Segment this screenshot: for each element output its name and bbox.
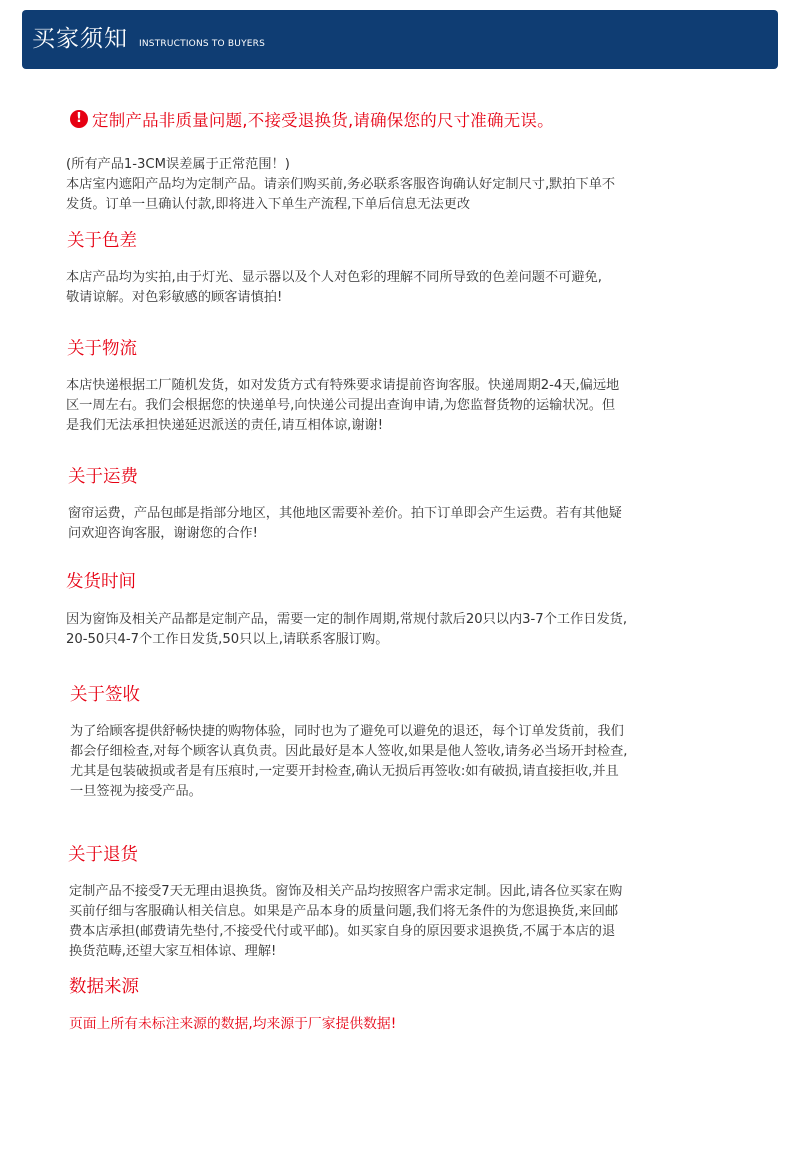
- section-title-color-difference: 关于色差: [67, 231, 137, 251]
- section-line: 为了给顾客提供舒畅快捷的购物体验，同时也为了避免可以避免的退还，每个订单发货前，我们: [70, 724, 624, 739]
- section-line: 尤其是包装破损或者是有压痕时,一定要开封检查,确认无损后再签收:如有破损,请直接拒收,并且: [70, 764, 619, 779]
- section-line: 问欢迎咨询客服，谢谢您的合作!: [68, 526, 258, 541]
- data-source-note: 页面上所有未标注来源的数据,均来源于厂家提供数据!: [69, 1016, 397, 1032]
- intro-line: 发货。订单一旦确认付款,即将进入下单生产流程,下单后信息无法更改: [66, 197, 471, 212]
- section-title-delivery-time: 发货时间: [66, 572, 136, 592]
- section-line: 是我们无法承担快递延迟派送的责任,请互相体谅,谢谢!: [66, 418, 383, 433]
- section-title-logistics: 关于物流: [67, 339, 137, 359]
- exclamation-icon: !: [70, 110, 88, 128]
- section-line: 20-50只4-7个工作日发货,50只以上,请联系客服订购。: [66, 632, 389, 647]
- section-body-delivery-time: [66, 610, 746, 650]
- section-title-signing: 关于签收: [70, 685, 140, 705]
- notice-text: 定制产品非质量问题,不接受退换货,请确保您的尺寸准确无误。: [92, 111, 554, 130]
- section-line: 都会仔细检查,对每个顾客认真负责。因此最好是本人签收,如果是他人签收,请务必当场开封检查,: [70, 744, 628, 759]
- section-title-data-source: 数据来源: [69, 977, 139, 997]
- section-line: 敬请谅解。对色彩敏感的顾客请慎拍!: [66, 290, 283, 305]
- section-body-signing: [70, 722, 750, 802]
- section-body-returns: [69, 882, 749, 962]
- page-title: 买家须知: [32, 26, 128, 52]
- intro-line: (所有产品1-3CM误差属于正常范围！): [66, 157, 290, 172]
- section-body-logistics: [66, 376, 746, 436]
- section-line: 本店快递根据工厂随机发货，如对发货方式有特殊要求请提前咨询客服。快递周期2-4天,偏远地: [66, 378, 620, 393]
- section-line: 区一周左右。我们会根据您的快递单号,向快递公司提出查询申请,为您监督货物的运输状况。但: [66, 398, 616, 413]
- section-line: 费本店承担(邮费请先垫付,不接受代付或平邮)。如买家自身的原因要求退换货,不属于本店的退: [69, 924, 616, 939]
- section-title-returns: 关于退货: [68, 845, 138, 865]
- section-line: 定制产品不接受7天无理由退换货。窗饰及相关产品均按照客户需求定制。因此,请各位买家在购: [69, 884, 623, 899]
- section-line: 本店产品均为实拍,由于灯光、显示器以及个人对色彩的理解不同所导致的色差问题不可避免,: [66, 270, 602, 285]
- intro-line: 本店室内遮阳产品均为定制产品。请亲们购买前,务必联系客服咨询确认好定制尺寸,默拍下单不: [66, 177, 616, 192]
- section-line: 因为窗饰及相关产品都是定制产品，需要一定的制作周期,常规付款后20只以内3-7个工作日发货,: [66, 612, 628, 627]
- section-line: 换货范畴,还望大家互相体谅、理解!: [69, 944, 277, 959]
- section-line: 窗帘运费，产品包邮是指部分地区，其他地区需要补差价。拍下订单即会产生运费。若有其他疑: [68, 506, 622, 521]
- header-banner: [22, 10, 778, 69]
- page-subtitle: INSTRUCTIONS TO BUYERS: [139, 39, 266, 49]
- section-body-color-difference: [66, 268, 746, 308]
- notice-line: [70, 106, 554, 132]
- section-body-shipping-fee: [68, 504, 748, 544]
- intro-paragraph: [66, 155, 746, 215]
- section-title-shipping-fee: 关于运费: [68, 467, 138, 487]
- section-line: 一旦签视为接受产品。: [70, 784, 202, 799]
- section-line: 买前仔细与客服确认相关信息。如果是产品本身的质量问题,我们将无条件的为您退换货,来回邮: [69, 904, 619, 919]
